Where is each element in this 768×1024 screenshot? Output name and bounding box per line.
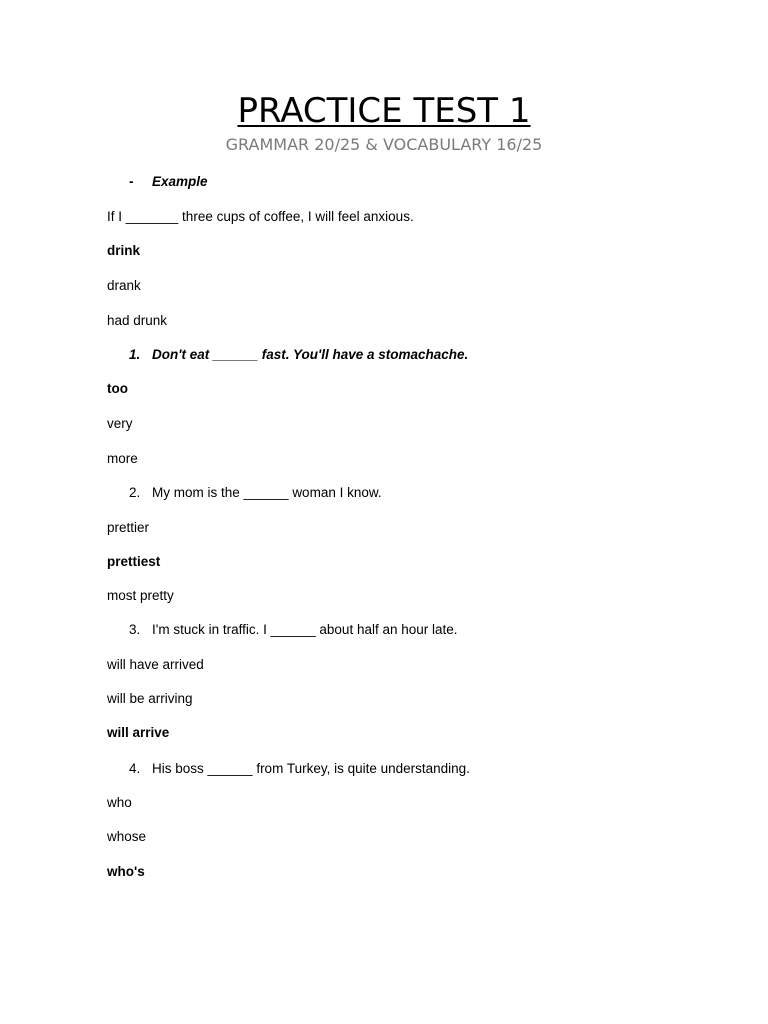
example-label: Example	[152, 174, 208, 189]
question-text: My mom is the ______ woman I know.	[152, 485, 382, 500]
answer-option: too	[107, 381, 128, 396]
question-text: Don't eat ______ fast. You'll have a stomachache.	[152, 347, 469, 362]
question-number: 2.	[129, 485, 141, 500]
example-option: had drunk	[107, 313, 168, 328]
question-text: I'm stuck in traffic. I ______ about half an hour late.	[152, 622, 458, 637]
question-number: 4.	[129, 761, 141, 776]
answer-option: who's	[107, 864, 145, 879]
question-text: His boss ______ from Turkey, is quite understanding.	[152, 761, 470, 776]
answer-option: who	[107, 795, 132, 810]
question-number: 3.	[129, 622, 141, 637]
answer-option: very	[107, 416, 133, 431]
answer-option: prettiest	[107, 554, 161, 569]
answer-option: will arrive	[107, 725, 170, 740]
answer-option: most pretty	[107, 588, 174, 603]
answer-option: whose	[107, 829, 147, 844]
page-subtitle: GRAMMAR 20/25 & VOCABULARY 16/25	[225, 135, 543, 154]
example-bullet: -	[129, 174, 134, 189]
question-number: 1.	[129, 347, 141, 362]
example-sentence: If I _______ three cups of coffee, I will feel anxious.	[107, 209, 414, 224]
answer-option: more	[107, 451, 138, 466]
page-title: PRACTICE TEST 1	[237, 91, 531, 131]
example-option: drink	[107, 243, 141, 258]
example-option: drank	[107, 278, 141, 293]
answer-option: prettier	[107, 520, 150, 535]
answer-option: will be arriving	[107, 691, 193, 706]
answer-option: will have arrived	[107, 657, 204, 672]
